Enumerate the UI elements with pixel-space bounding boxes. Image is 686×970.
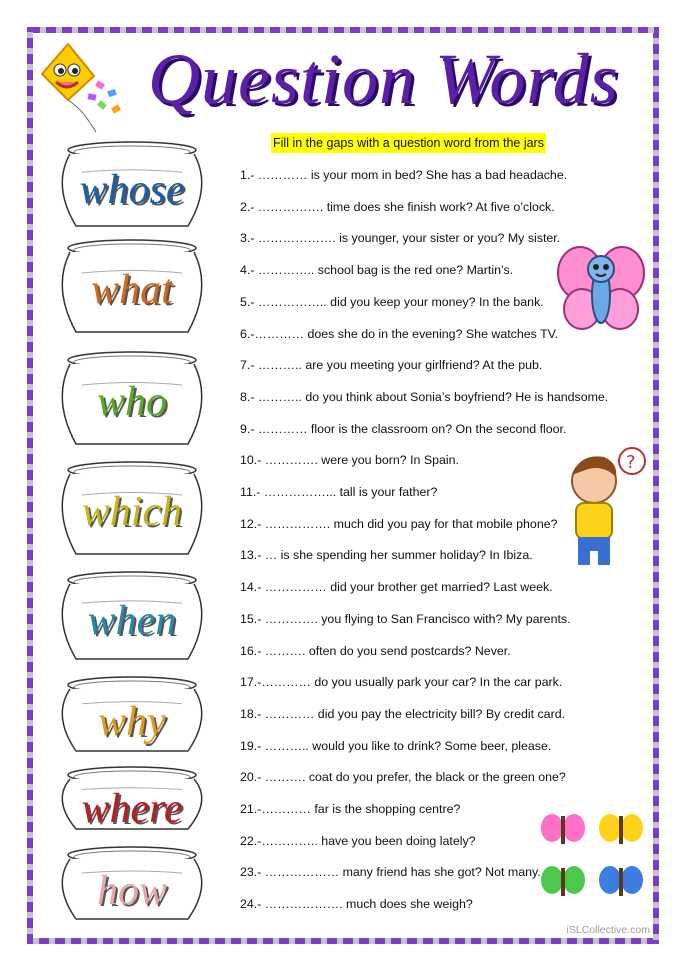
question-item: 15.- …………. you flying to San Francisco with? My parents. — [240, 611, 571, 626]
jar-word: which — [81, 489, 183, 535]
question-item: 24.- ………………. much does she weigh? — [240, 897, 473, 912]
question-item: 10.- …………. were you born? In Spain. — [240, 453, 460, 468]
jar — [52, 570, 212, 665]
jar — [52, 140, 212, 232]
kite-icon — [38, 40, 138, 135]
jar-word: where — [81, 785, 183, 832]
question-item: 16.- ………. often do you send postcards? Never. — [240, 643, 511, 658]
instruction-text: Fill in the gaps with a question word from the jars — [271, 133, 546, 153]
jar — [52, 675, 212, 757]
question-item: 17.-………… do you usually park your car? In the car park. — [240, 675, 563, 690]
butterfly-icon — [556, 243, 646, 338]
jar-word: when — [87, 597, 177, 644]
question-item: 4.- ………….. school bag is the red one? Martin’s. — [240, 263, 514, 278]
credit-watermark: iSLCollective.com — [566, 924, 650, 936]
jar-word: whose — [79, 166, 185, 213]
question-item: 5.- …………….. did you keep your money? In the bank. — [240, 294, 544, 309]
question-item: 8.- ……….. do you think about Sonia’s boyfriend? He is handsome. — [240, 389, 609, 404]
svg-text:?: ? — [626, 452, 636, 473]
page-title: Question Words — [148, 39, 619, 119]
question-item: 3.- ………………. is younger, your sister or you? My sister. — [240, 231, 561, 246]
jar-word: why — [98, 698, 166, 745]
question-item: 6.-………… does she do in the evening? She watches TV. — [240, 326, 559, 341]
question-item: 2.- ……………. time does she finish work? At five o’clock. — [240, 199, 555, 214]
question-item: 13.- … is she spending her summer holiday? In Ibiza. — [240, 548, 533, 563]
jar — [52, 350, 212, 450]
question-item: 14.- …………… did your brother get married? Last week. — [240, 580, 553, 595]
question-item: 21.-………… far is the shopping centre? — [240, 802, 461, 816]
jar-word: who — [96, 379, 167, 425]
question-item: 11.- ……………... tall is your father? — [240, 485, 438, 499]
jar — [52, 238, 212, 338]
question-item: 23.- ……………… many friend has she got? Not many. — [240, 865, 541, 880]
butterflies-group-icon — [540, 808, 650, 908]
jar — [52, 765, 212, 835]
question-item: 22.-………….. have you been doing lately? — [240, 833, 476, 848]
question-item: 12.- ……………. much did you pay for that mobile phone? — [240, 516, 558, 531]
jar — [52, 845, 212, 925]
jar-word: what — [91, 267, 173, 313]
question-item: 7.- ……….. are you meeting your girlfriend? At the pub. — [240, 358, 543, 373]
jar — [52, 460, 212, 560]
question-item: 19.- ……….. would you like to drink? Some beer, please. — [240, 738, 552, 753]
question-item: 1.- ………… is your mom in bed? She has a bad headache. — [240, 168, 568, 182]
question-item: 20.- ………. coat do you prefer, the black or the green one? — [240, 770, 566, 785]
question-item: 18.- ………… did you pay the electricity bill? By credit card. — [240, 706, 566, 721]
question-item: 9.- ………… floor is the classroom on? On the second floor. — [240, 421, 567, 436]
jar-word: how — [96, 868, 167, 915]
thinking-boy-icon — [560, 445, 655, 570]
